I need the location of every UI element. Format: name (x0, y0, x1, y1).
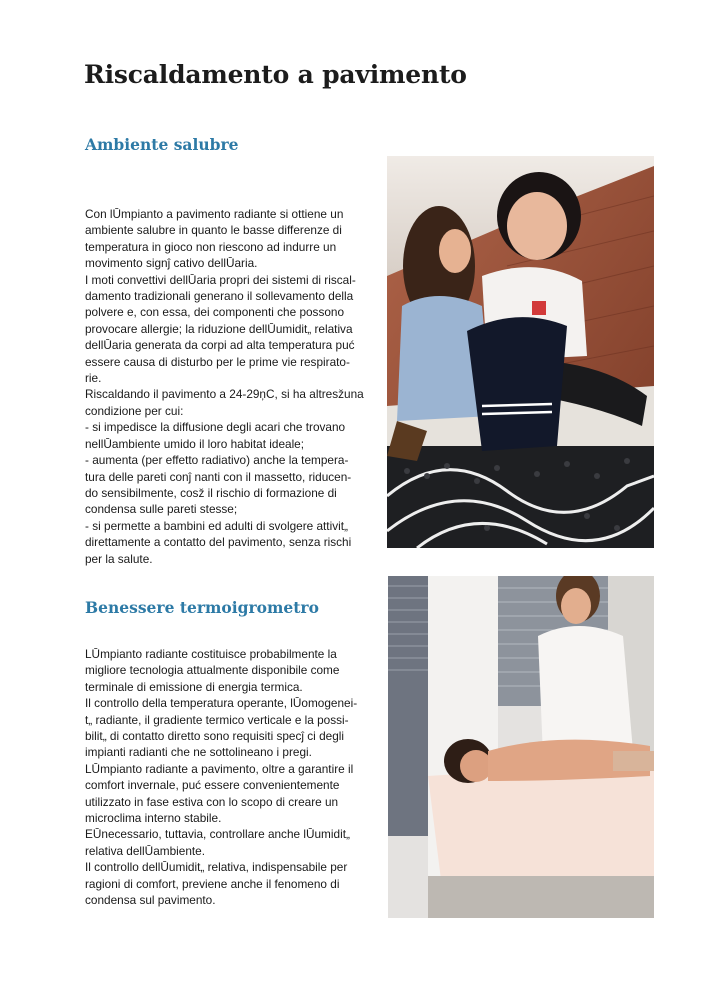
body-line: polvere e, con essa, dei componenti che possono (85, 305, 345, 320)
body-line: - aumenta (per effetto radiativo) anche la tempera- (85, 453, 349, 468)
section-body-ambiente (85, 206, 375, 567)
body-line: condensa sul pavimento. (85, 893, 216, 908)
body-line: damento tradizionali generano il sollevamento della (85, 289, 354, 304)
body-line: rie. (85, 371, 102, 386)
body-line: provocare allergie; la riduzione dellŪumidit„ relativa (85, 321, 353, 336)
body-line: bilit„ di contatto diretto sono requisiti specĵ ci degli (85, 729, 345, 744)
body-line: Con lŪmpianto a pavimento radiante si ottiene un (85, 207, 344, 221)
body-line: LŪmpianto radiante costituisce probabilmente la (85, 647, 337, 661)
body-line: comfort invernale, puć essere convenientemente (85, 778, 340, 793)
body-line: direttamente a contatto del pavimento, senza rischi (85, 535, 352, 550)
body-line: t„ radiante, il gradiente termico verticale e la possi- (85, 712, 349, 727)
body-line: per la salute. (85, 551, 153, 566)
body-line: Il controllo dellŪumidit„ relativa, indispensabile per (85, 860, 348, 875)
body-line: Il controllo della temperatura operante, lŪomogenei- (85, 696, 358, 711)
body-line: ambiente salubre in quanto le basse differenze di (85, 223, 342, 238)
body-line: tura delle pareti conĵ nanti con il massetto, riducen- (85, 469, 352, 484)
body-line: condensa sulle pareti stesse; (85, 502, 238, 517)
photo-mother-daughter-floor (387, 156, 654, 548)
photo-massage-room (388, 576, 654, 918)
body-line: movimento signĵ cativo dellŪaria. (85, 256, 258, 271)
section-heading-benessere: Benessere termoigrometro (85, 598, 319, 617)
body-line: - si permette a bambini ed adulti di svolgere attivit„ (85, 518, 348, 533)
body-line: relativa dellŪambiente. (85, 843, 205, 858)
body-line: migliore tecnologia attualmente disponibile come (85, 663, 340, 678)
body-line: terminale di emissione di energia termica. (85, 679, 303, 694)
page-title: Riscaldamento a pavimento (84, 60, 467, 89)
body-line: LŪmpianto radiante a pavimento, oltre a garantire il (85, 761, 354, 776)
body-line: dellŪaria generata da corpi ad alta temperatura puć (85, 338, 355, 353)
section-body-benessere (85, 646, 375, 909)
body-line: Riscaldando il pavimento a 24-29ņC, si ha altresžuna (85, 387, 364, 402)
body-line: - si impedisce la diffusione degli acari che trovano (85, 420, 346, 435)
body-line: I moti convettivi dellŪaria propri dei sistemi di riscal- (85, 272, 356, 287)
body-line: nellŪambiente umido il loro habitat ideale; (85, 436, 305, 451)
section-heading-ambiente: Ambiente salubre (85, 135, 239, 154)
body-line: ragioni di comfort, previene anche il fenomeno di (85, 876, 340, 891)
body-line: essere causa di disturbo per le prime vie respirato- (85, 354, 350, 369)
body-line: temperatura in gioco non riescono ad indurre un (85, 239, 337, 254)
body-line: EŪnecessario, tuttavia, controllare anche lŪumidit„ (85, 827, 350, 842)
body-line: condizione per cui: (85, 403, 184, 418)
body-line: utilizzato in fase estiva con lo scopo di creare un (85, 794, 339, 809)
body-line: microclima interno stabile. (85, 811, 222, 826)
body-line: impianti radianti che ne sottolineano i pregi. (85, 745, 312, 760)
body-line: do sensibilmente, cosž il rischio di formazione di (85, 485, 337, 500)
